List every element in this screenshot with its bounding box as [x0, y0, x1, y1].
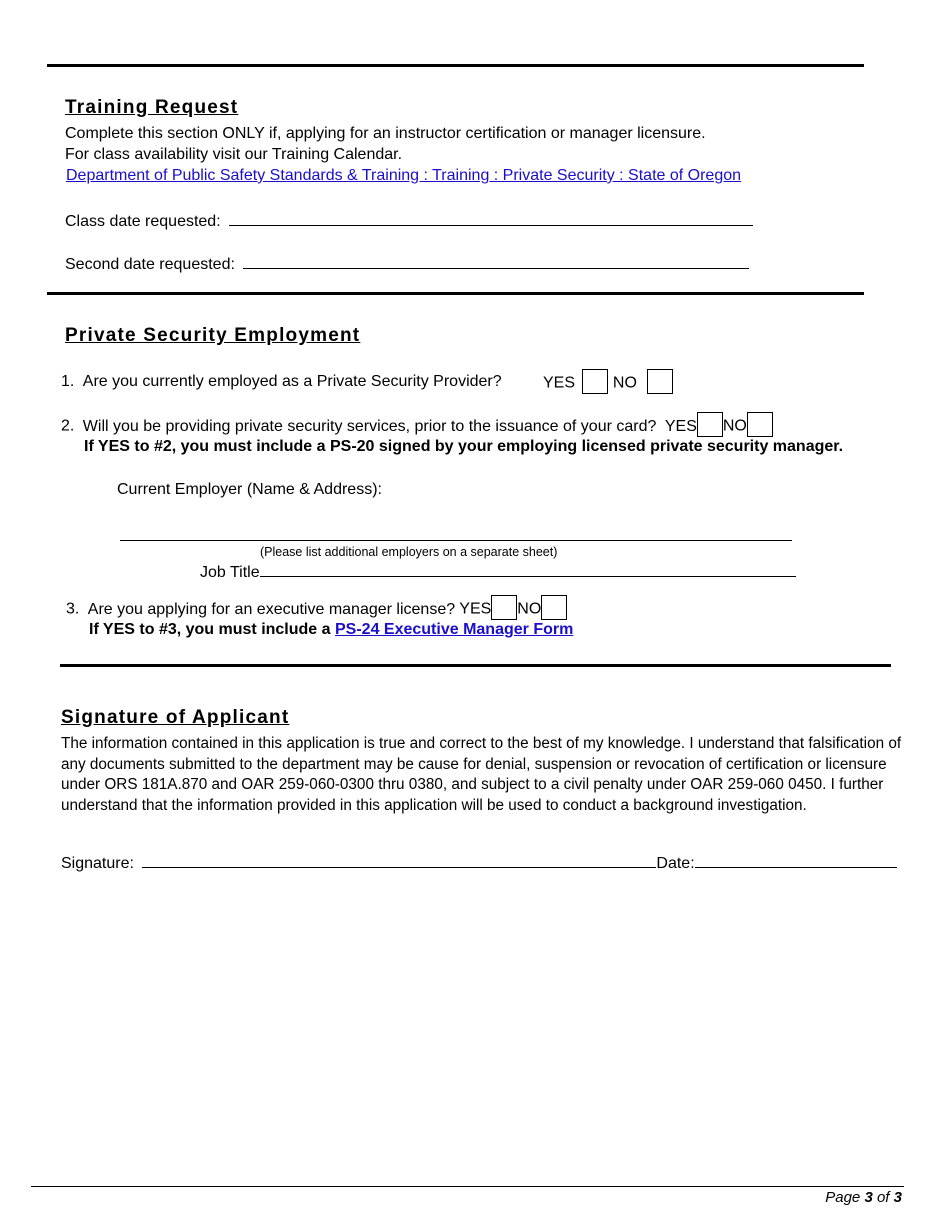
training-calendar-link[interactable]: Department of Public Safety Standards & Training : Training : Private Security : State of Oregon: [66, 167, 742, 184]
q2-no-checkbox[interactable]: [747, 412, 773, 437]
section-rule-1: [47, 292, 864, 295]
training-heading: Training Request: [65, 97, 239, 118]
q3-no-checkbox[interactable]: [541, 595, 567, 620]
employer-label: Current Employer (Name & Address):: [117, 481, 382, 498]
date-field[interactable]: [695, 853, 897, 868]
q3-note-prefix: If YES to #3, you must include a: [89, 621, 331, 638]
q1-text: Are you currently employed as a Private Security Provider?: [82, 373, 502, 390]
class-date-label: Class date requested:: [65, 213, 221, 230]
training-instructions-1: Complete this section ONLY if, applying for an instructor certification or manager licensure.: [65, 125, 706, 142]
class-date-field[interactable]: [229, 211, 753, 226]
of-word: of: [876, 1189, 890, 1206]
employer-field[interactable]: [120, 540, 792, 541]
question-1: [61, 373, 502, 391]
question-2: [61, 416, 773, 437]
class-date-row: [65, 211, 753, 231]
question-3: [66, 599, 567, 620]
signature-label: Signature:: [61, 855, 134, 872]
signature-heading: Signature of Applicant: [61, 707, 290, 728]
training-instructions-2: For class availability visit our Training Calendar.: [65, 146, 403, 163]
q1-no-label: NO: [612, 374, 637, 392]
q3-yes-label: YES: [459, 600, 492, 618]
footer-rule: [31, 1186, 904, 1187]
date-label: Date:: [656, 855, 695, 872]
signature-row: [61, 853, 897, 873]
q1-yes-checkbox[interactable]: [582, 369, 608, 394]
additional-employers-note: (Please list additional employers on a separate sheet): [260, 545, 558, 559]
q2-yes-label: YES: [664, 417, 697, 435]
q3-text: Are you applying for an executive manager license?: [87, 600, 456, 618]
employment-heading: Private Security Employment: [65, 325, 361, 346]
page-indicator: [825, 1189, 902, 1206]
q3-no-label: NO: [517, 600, 542, 618]
signature-field[interactable]: [142, 853, 656, 868]
ps24-form-link[interactable]: PS-24 Executive Manager Form: [335, 621, 574, 638]
job-title-row: [200, 562, 796, 582]
q1-no-checkbox[interactable]: [647, 369, 673, 394]
q2-note: If YES to #2, you must include a PS-20 signed by your employing licensed private security manager.: [84, 438, 844, 455]
q1-number: 1.: [61, 373, 75, 390]
section-rule-2: [60, 664, 891, 667]
job-title-field[interactable]: [260, 562, 796, 577]
second-date-field[interactable]: [243, 254, 749, 269]
second-date-label: Second date requested:: [65, 256, 235, 273]
second-date-row: [65, 254, 749, 274]
q2-text: Will you be providing private security services, prior to the issuance of your card?: [82, 417, 657, 435]
top-rule: [47, 64, 864, 67]
page-number: 3: [864, 1189, 873, 1206]
q3-yes-checkbox[interactable]: [491, 595, 517, 620]
q1-answers: [543, 373, 673, 394]
q1-yes-label: YES: [543, 374, 576, 392]
q2-no-label: NO: [722, 417, 747, 435]
certification-paragraph: The information contained in this application is true and correct to the best of my knowledge. I understand that falsification of any documents submitted to the department may be cause for denial, suspension or revocation of certification or licensure under ORS 181A.870 and OAR 259-060-0300 thru 0380, and subject to a civil penalty under OAR 259-060 0450. I further understand that the information provided in this application will be used to conduct a background investigation.: [61, 735, 902, 814]
q2-number: 2.: [61, 417, 75, 435]
q3-number: 3.: [66, 600, 80, 618]
total-pages: 3: [893, 1189, 902, 1206]
page-word: Page: [825, 1189, 861, 1206]
job-title-label: Job Title: [200, 564, 260, 581]
q3-note: [89, 621, 573, 639]
q2-yes-checkbox[interactable]: [697, 412, 723, 437]
